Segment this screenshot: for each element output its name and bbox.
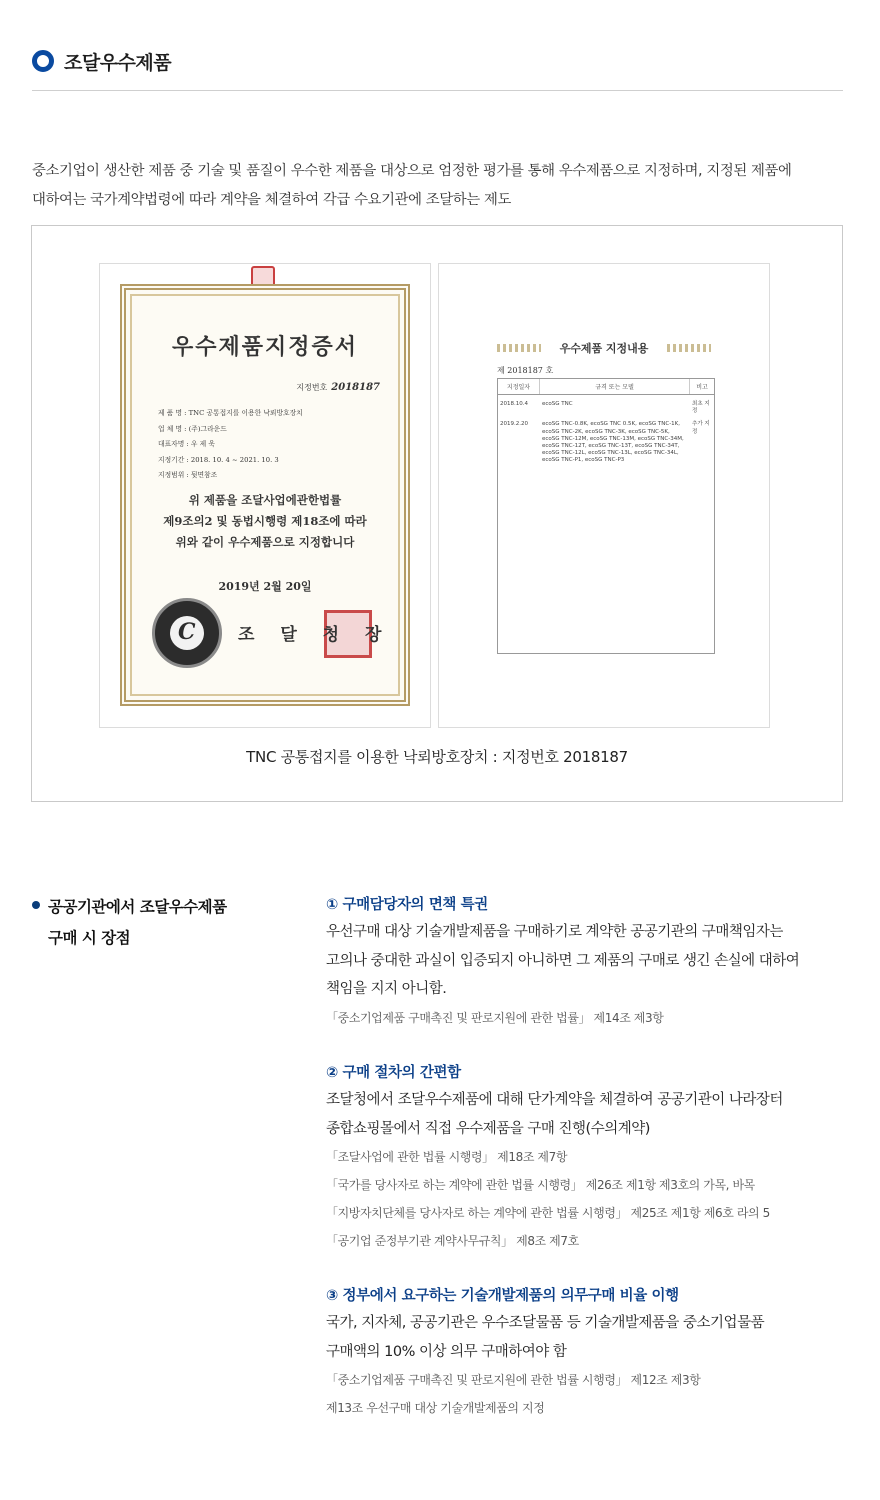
certificate-number: 지정번호 2018187	[296, 382, 380, 393]
law-reference: 제13조 우선구매 대상 기술개발제품의 지정	[326, 1401, 545, 1415]
benefit-description: 우선구매 대상 기술개발제품을 구매하기로 계약한 공공기관의 구매책임자는 고의나 중대한 과실이 입증되지 아니하면 그 제품의 구매로 생긴 손실에 대하여 책임을 지지 아니함.	[326, 924, 800, 997]
certificate-field: 대표자명 : 우 제 욱	[158, 440, 215, 448]
benefit-title: ③ 정부에서 요구하는 기술개발제품의 의무구매 비율 이행	[326, 1288, 679, 1304]
detail-table	[497, 378, 715, 654]
intro-line: 대하여는 국가계약법령에 따라 계약을 체결하여 각급 수요기관에 조달하는 제도	[32, 192, 511, 208]
intro-text	[32, 157, 847, 215]
certificate-fields	[158, 406, 303, 484]
certificate-caption: TNC 공통접지를 이용한 낙뢰방호장치 : 지정번호 2018187	[246, 748, 628, 766]
benefit-item	[326, 1283, 846, 1422]
benefit-description: 국가, 지자체, 공공기관은 우수조달물품 등 기술개발제품을 중소기업물품 구매액의 10% 이상 의무 구매하여야 함	[326, 1315, 765, 1360]
benefits-heading-line: 구매 시 장점	[48, 929, 131, 947]
detail-number: 제 2018187 호	[497, 366, 554, 375]
procurement-emblem-icon: C	[152, 598, 222, 668]
certificate-date: 2019년 2월 20일	[218, 580, 312, 593]
table-row: 2019.2.20 ecoSG TNC-0.8K, ecoSG TNC 0.5K, ecoSG TNC-1K, ecoSG TNC-2K, ecoSG TNC-3K, ecoSG TNC-5K, ecoSG TNC-12M, ecoSG TNC-13M, ecoSG TNC-34M, ecoSG TNC-12T, ecoSG TNC-13T, ecoSG TNC-34T, ecoSG TNC-12L, ecoSG TNC-13L, ecoSG TNC-34L, ecoSG TNC-P1, ecoSG TNC-P3 추가 지정	[500, 421, 710, 464]
law-reference: 「국가를 당사자로 하는 계약에 관한 법률 시행령」 제26조 제1항 제3호의 가목, 바목	[326, 1178, 755, 1192]
benefit-title: ② 구매 절차의 간편함	[326, 1065, 461, 1081]
section-header	[32, 46, 843, 91]
certificate-frame	[120, 284, 410, 706]
circle-bullet-icon	[32, 50, 54, 72]
benefits-heading-line: 공공기관에서 조달우수제품	[48, 898, 227, 916]
ornament-icon	[667, 344, 711, 352]
bullet-dot-icon	[32, 901, 40, 909]
certificate-title: 우수제품지정증서	[171, 334, 359, 360]
detail-title: 우수제품 지정내용	[559, 342, 649, 355]
law-reference: 「공기업 준정부기관 계약사무규칙」 제8조 제7호	[326, 1234, 579, 1248]
issuing-agency: 조 달 청 장	[238, 625, 392, 645]
law-reference: 「중소기업제품 구매촉진 및 판로지원에 관한 법률」 제14조 제3항	[326, 1010, 664, 1025]
benefit-description: 조달청에서 조달우수제품에 대해 단가계약을 체결하여 공공기관이 나라장터 종합쇼핑몰에서 직접 우수제품을 구매 진행(수의계약)	[326, 1092, 783, 1137]
page-title: 조달우수제품	[64, 52, 172, 74]
certificate-field: 지정기간 : 2018. 10. 4 ~ 2021. 10. 3	[158, 455, 279, 464]
law-reference: 「중소기업제품 구매촉진 및 판로지원에 관한 법률 시행령」 제12조 제3항	[326, 1373, 701, 1387]
law-reference: 「지방자치단체를 당사자로 하는 계약에 관한 법률 시행령」 제25조 제1항 제6호 라의 5	[326, 1206, 770, 1220]
benefit-item	[326, 1060, 846, 1255]
detail-table-header: 지정일자 규격 또는 모델 비고	[498, 379, 714, 395]
benefit-item	[326, 892, 846, 1032]
certificate-image	[99, 263, 431, 728]
table-row: 2018.10.4 ecoSG TNC 최초 지정	[500, 401, 710, 415]
certificate-field: 업 체 명 : (주)그라운드	[158, 424, 227, 433]
benefit-title: ① 구매담당자의 면책 특권	[326, 897, 488, 913]
designation-detail-image	[438, 263, 770, 728]
certificate-panel	[31, 225, 843, 802]
certificate-field: 지정범위 : 뒷면참조	[158, 471, 218, 479]
certificate-body: 위 제품을 조달사업에관한법률 제9조의2 및 동법시행령 제18조에 따라 위와 같이 우수제품으로 지정합니다	[163, 493, 367, 549]
law-reference: 「조달사업에 관한 법률 시행령」 제18조 제7항	[326, 1150, 568, 1164]
intro-line: 중소기업이 생산한 제품 중 기술 및 품질이 우수한 제품을 대상으로 엄정한 평가를 통해 우수제품으로 지정하며, 지정된 제품에	[32, 163, 792, 179]
certificate-field: 제 품 명 : TNC 공통접지를 이용한 낙뢰방호장치	[158, 409, 303, 417]
